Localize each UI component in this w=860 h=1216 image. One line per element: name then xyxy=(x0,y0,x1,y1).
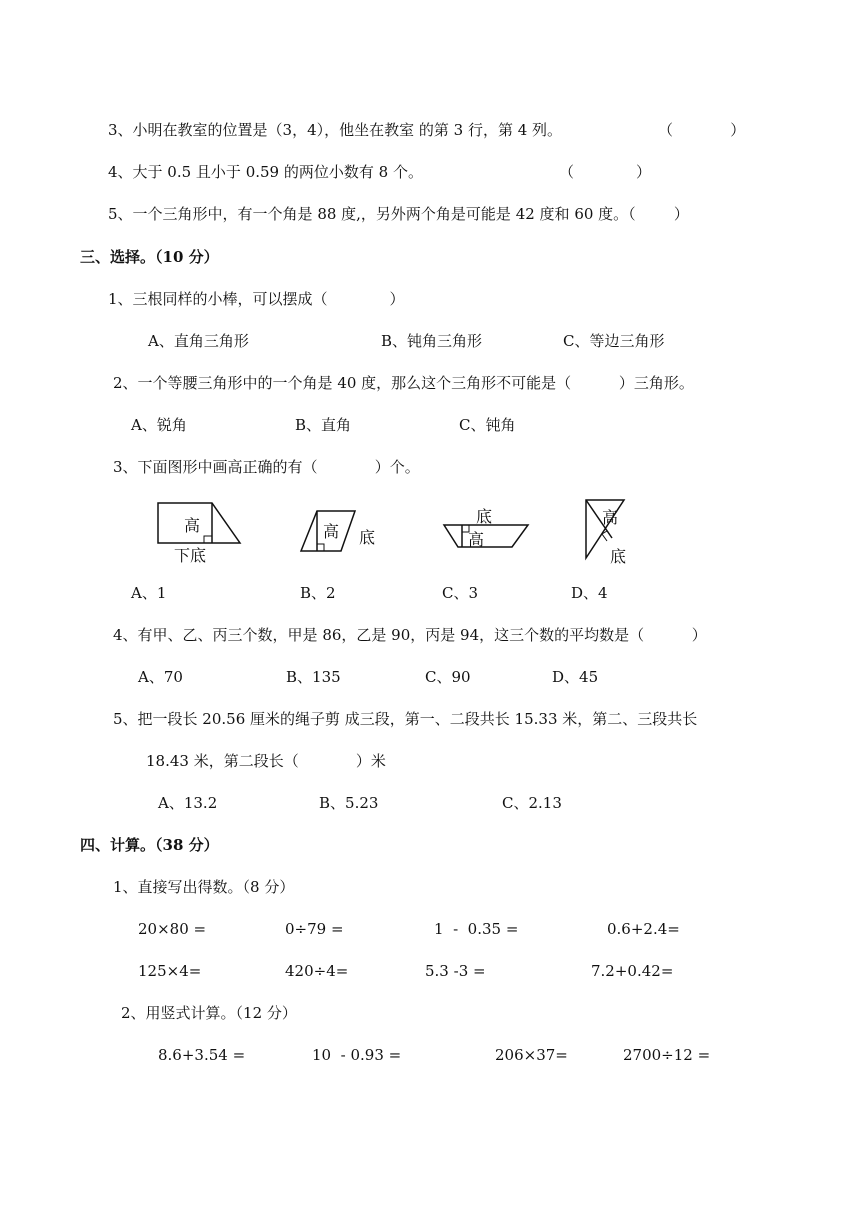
fig4-height-label: 高 xyxy=(602,508,619,527)
choice-q5-option-a: A、13.2 xyxy=(158,794,218,812)
choice-q4-text: 4、有甲、乙、丙三个数，甲是 86，乙是 90，丙是 94，这三个数的平均数是（ ） xyxy=(113,626,707,644)
choice-q3-option-d: D、4 xyxy=(571,584,608,602)
fig1-height-label: 高 xyxy=(184,516,201,535)
choice-q5-option-c: C、2.13 xyxy=(502,794,562,812)
figure-parallelogram-height xyxy=(293,505,389,559)
judge-q3-answer-paren: （ ） xyxy=(658,121,746,139)
calc-q2-item-1: 8.6+3.54 = xyxy=(158,1046,246,1064)
fig2-height-label: 高 xyxy=(323,522,340,541)
choice-q5-text-continued: 18.43 米，第二段长（ ）米 xyxy=(146,752,386,770)
fig2-base-label: 底 xyxy=(359,528,376,547)
choice-q3-option-a: A、1 xyxy=(131,584,167,602)
choice-q2-option-a: A、锐角 xyxy=(131,416,187,434)
calc-q1-item-8: 7.2+0.42= xyxy=(591,962,674,980)
fig4-base-label: 底 xyxy=(610,547,627,566)
choice-q3-option-b: B、2 xyxy=(300,584,336,602)
calc-q1-item-5: 125×4= xyxy=(138,962,202,980)
choice-q1-option-a: A、直角三角形 xyxy=(148,332,249,350)
fig1-base-label: 下底 xyxy=(174,546,207,565)
choice-q1-text: 1、三根同样的小棒，可以摆成（ ） xyxy=(108,290,405,308)
figure-inverted-trapezoid-height xyxy=(438,503,534,555)
judge-q3-text: 3、小明在教室的位置是（3，4），他坐在教室 的第 3 行，第 4 列。 xyxy=(108,121,563,139)
calc-q2-item-2: 10 - 0.93 = xyxy=(312,1046,402,1064)
calc-q1-item-1: 20×80 = xyxy=(138,920,207,938)
choice-q2-option-b: B、直角 xyxy=(295,416,352,434)
choice-q1-option-c: C、等边三角形 xyxy=(563,332,665,350)
calc-q2-item-4: 2700÷12 = xyxy=(623,1046,711,1064)
calc-q1-item-6: 420÷4= xyxy=(285,962,349,980)
calc-q2-item-3: 206×37= xyxy=(495,1046,568,1064)
calc-q1-item-3: 1 - 0.35 = xyxy=(434,920,519,938)
calc-q1-item-2: 0÷79 = xyxy=(285,920,344,938)
section-choice-heading: 三、选择。（10 分） xyxy=(80,248,219,266)
calc-q1-item-7: 5.3 -3 = xyxy=(425,962,486,980)
figure-triangle-height xyxy=(578,496,642,572)
fig3-base-label: 底 xyxy=(476,507,493,526)
choice-q3-option-c: C、3 xyxy=(442,584,479,602)
judge-q4-text: 4、大于 0.5 且小于 0.59 的两位小数有 8 个。 xyxy=(108,163,423,181)
choice-q4-option-a: A、70 xyxy=(138,668,183,686)
choice-q4-option-b: B、135 xyxy=(286,668,341,686)
choice-q5-option-b: B、5.23 xyxy=(319,794,379,812)
figure-trapezoid-height xyxy=(150,497,250,569)
choice-q5-text: 5、把一段长 20.56 厘米的绳子剪 成三段，第一、二段共长 15.33 米，第二、三段共长 xyxy=(113,710,698,728)
choice-q2-text: 2、一个等腰三角形中的一个角是 40 度，那么这个三角形不可能是（ ）三角形。 xyxy=(113,374,694,392)
judge-q5-text: 5、一个三角形中，有一个角是 88 度,，另外两个角是可能是 42 度和 60 度。（ ） xyxy=(108,205,689,223)
calc-q2-text: 2、用竖式计算。（12 分） xyxy=(121,1004,297,1022)
section-calc-heading: 四、计算。（38 分） xyxy=(80,836,219,854)
calc-q1-text: 1、直接写出得数。（8 分） xyxy=(113,878,295,896)
choice-q3-text: 3、下面图形中画高正确的有（ ）个。 xyxy=(113,458,420,476)
choice-q2-option-c: C、钝角 xyxy=(459,416,516,434)
choice-q4-option-d: D、45 xyxy=(552,668,599,686)
fig3-height-label: 高 xyxy=(468,530,485,549)
judge-q4-answer-paren: （ ） xyxy=(559,163,651,181)
choice-q4-option-c: C、90 xyxy=(425,668,471,686)
choice-q1-option-b: B、钝角三角形 xyxy=(381,332,483,350)
calc-q1-item-4: 0.6+2.4= xyxy=(607,920,680,938)
